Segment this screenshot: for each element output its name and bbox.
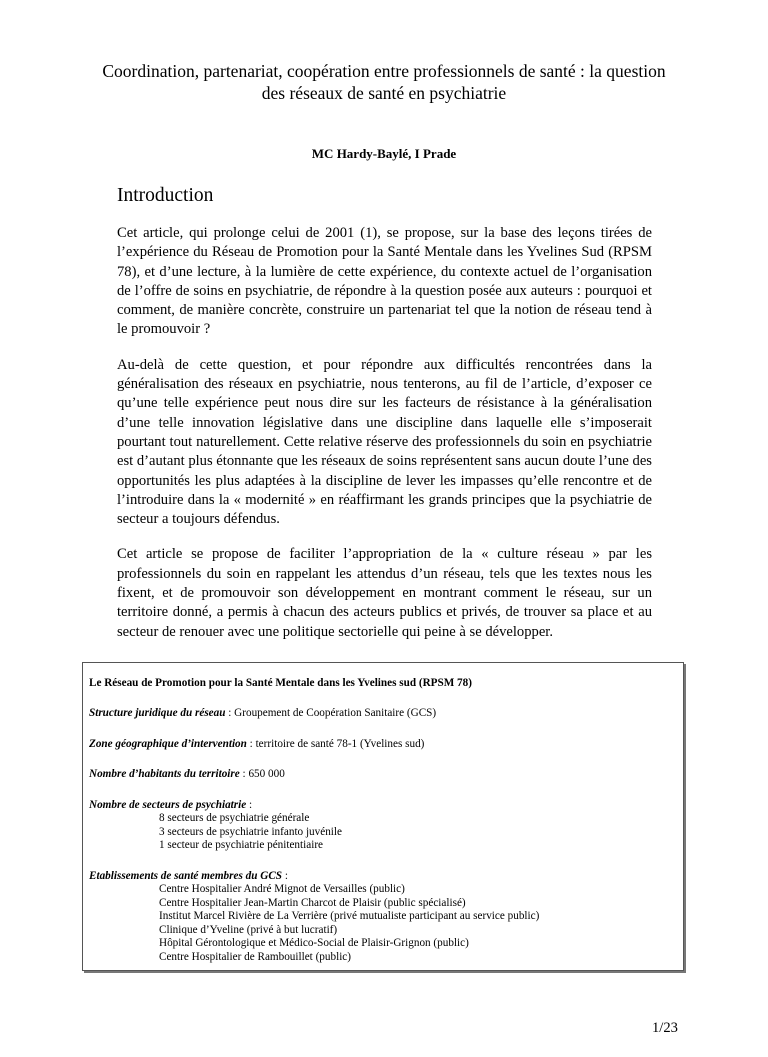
info-box <box>82 662 684 972</box>
list-item: 3 secteurs de psychiatrie infanto juvénile <box>159 825 342 838</box>
list-item: 1 secteur de psychiatrie pénitentiaire <box>159 839 324 852</box>
list-item: Centre Hospitalier Jean-Martin Charcot de Plaisir (public spécialisé) <box>159 896 466 909</box>
label: Structure juridique du réseau <box>89 707 226 720</box>
list-item: Hôpital Gérontologique et Médico-Social de Plaisir-Grignon (public) <box>159 937 469 950</box>
box-heading: Le Réseau de Promotion pour la Santé Mentale dans les Yvelines sud (RPSM 78) <box>89 676 472 689</box>
paragraph: Cet article, qui prolonge celui de 2001 (1), se propose, sur la base des leçons tirées de l’expérience du Réseau de Promotion pour la Santé Mentale dans les Yvelines Sud (RPSM 78), et d’une lecture, à la lumière de cette expérience, du contexte actuel de l’organisation de l’offre de soins en psychiatrie, de répondre à la question posée aux auteurs : pourquoi et comment, de manière concrète, construire un partenariat tel que la notion de réseau tend à le promouvoir ? <box>117 225 652 338</box>
value: : territoire de santé 78-1 (Yvelines sud) <box>246 737 425 750</box>
label: Nombre de secteurs de psychiatrie <box>89 798 247 811</box>
list-item: Clinique d’Yveline (privé à but lucratif) <box>159 923 338 936</box>
value: : 650 000 <box>239 768 285 781</box>
section-heading: Introduction <box>117 185 214 206</box>
box-structure <box>89 707 677 721</box>
colon: : <box>246 798 253 811</box>
label: Etablissements de santé membres du GCS <box>89 869 283 882</box>
label: Nombre d’habitants du territoire <box>89 768 240 781</box>
list-item: Centre Hospitalier André Mignot de Versailles (public) <box>159 883 405 896</box>
label: Zone géographique d’intervention <box>89 737 247 750</box>
list-item: Centre Hospitalier de Rambouillet (public) <box>159 950 352 963</box>
list-item: Institut Marcel Rivière de La Verrière (privé mutualiste participant au service public) <box>159 910 540 923</box>
colon: : <box>282 869 288 882</box>
value: : Groupement de Coopération Sanitaire (GCS) <box>225 707 437 720</box>
box-etablissements <box>89 870 677 965</box>
authors: MC Hardy-Baylé, I Prade <box>311 146 457 161</box>
box-zone <box>89 738 677 752</box>
paragraph: Au-delà de cette question, et pour répondre aux difficultés rencontrées dans la généralisation des réseaux en psychiatrie, nous tenterons, au fil de l’article, d’exposer ce qu’une telle expérience peut nous dire sur les facteurs de résistance à la généralisation d’une telle innovation législative dans une discipline dans laquelle elle s’imposerait pourtant tout naturellement. Cette relative réserve des professionnels du soin en psychiatrie est d’autant plus étonnante que les réseaux de soins représentent sans aucun doute l’une des opportunités les plus adaptées à la discipline de lever les impasses qu’elle rencontre et de l’introduire dans la « modernité » en réaffirmant les grands principes que la psychiatrie de secteur a toujours défendus. <box>117 356 652 528</box>
box-habitants <box>89 768 677 782</box>
document-title: Coordination, partenariat, coopération entre professionnels de santé : la question des réseaux de santé en psychiatrie <box>102 61 666 103</box>
paragraph: Cet article se propose de faciliter l’appropriation de la « culture réseau » par les professionnels du soin en rappelant les attendus d’un réseau, tels que les textes nous les fixent, et de promouvoir son développement en montrant comment le réseau, sur un territoire donné, a permis à chacun des acteurs publics et privés, de trouver sa place et au secteur de renouer avec une politique sectorielle qui peine à se développer. <box>117 546 652 640</box>
box-secteurs <box>89 799 677 853</box>
page-number: 1/23 <box>652 1020 678 1037</box>
list-item: 8 secteurs de psychiatrie générale <box>159 812 310 825</box>
